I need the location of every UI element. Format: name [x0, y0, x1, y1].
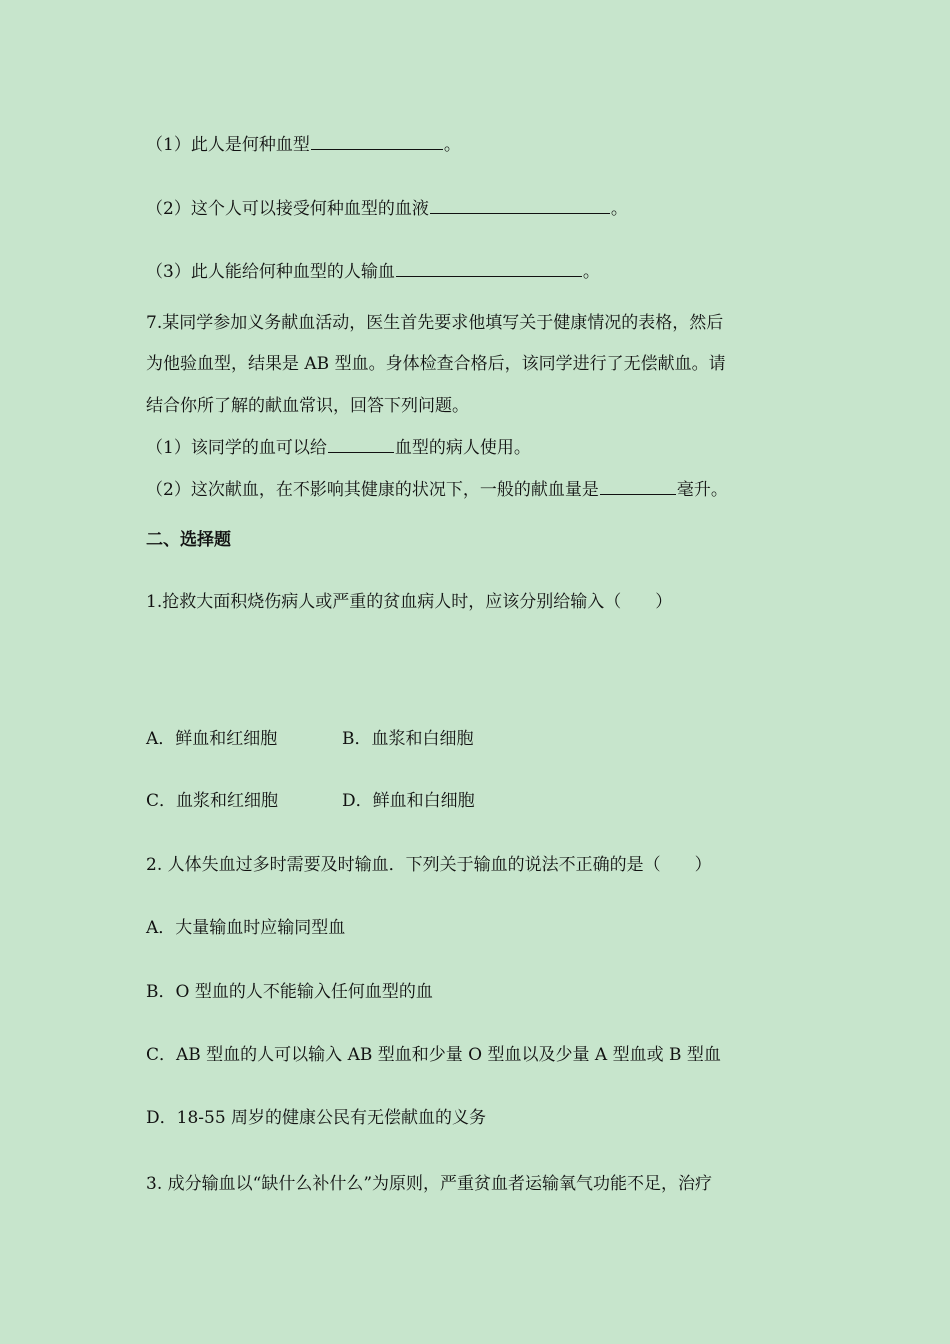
choice-q1-options-row2 — [146, 789, 475, 813]
q7-sub2-text: （2）这次献血，在不影响其健康的状况下，一般的献血量是 — [146, 480, 599, 500]
q7-sub1 — [146, 434, 531, 460]
q6-sub3-blank[interactable] — [396, 258, 582, 277]
q7-line1: 7.某同学参加义务献血活动，医生首先要求他填写关于健康情况的表格，然后 — [146, 313, 724, 333]
choice-q1-options-row1 — [146, 727, 474, 751]
q6-sub2-end: 。 — [610, 199, 628, 219]
choice-q1-option-c[interactable]: C．血浆和红细胞 — [146, 791, 279, 811]
q6-sub1-end: 。 — [443, 135, 461, 155]
q7-sub2-end: 毫升。 — [676, 480, 728, 500]
q6-sub1 — [146, 131, 461, 157]
q6-sub1-blank[interactable] — [311, 131, 443, 150]
q7-sub2-blank[interactable] — [600, 476, 676, 495]
choice-q2-stem: 2. 人体失血过多时需要及时输血．下列关于输血的说法不正确的是（ ） — [146, 855, 712, 875]
q7-sub1-end: 血型的病人使用。 — [394, 438, 531, 458]
q6-sub3-text: （3）此人能给何种血型的人输血 — [146, 262, 395, 282]
choice-q2-option-d[interactable]: D．18-55 周岁的健康公民有无偿献血的义务 — [146, 1108, 487, 1128]
section-heading: 二、选择题 — [146, 530, 231, 550]
q6-sub1-text: （1）此人是何种血型 — [146, 135, 310, 155]
q6-sub2-text: （2）这个人可以接受何种血型的血液 — [146, 199, 429, 219]
q7-line2: 为他验血型，结果是 AB 型血。身体检查合格后，该同学进行了无偿献血。请 — [146, 354, 726, 374]
q6-sub2 — [146, 195, 628, 221]
choice-q1-option-a[interactable]: A．鲜血和红细胞 — [146, 729, 278, 749]
choice-q1-stem: 1.抢救大面积烧伤病人或严重的贫血病人时，应该分别给输入（ ） — [146, 592, 673, 612]
choice-q1-option-b[interactable]: B．血浆和白细胞 — [342, 729, 474, 749]
choice-q1-option-d[interactable]: D．鲜血和白细胞 — [342, 791, 475, 811]
choice-q2-option-a[interactable]: A．大量输血时应输同型血 — [146, 918, 346, 938]
q7-sub2 — [146, 476, 728, 502]
q6-sub2-blank[interactable] — [430, 195, 610, 214]
choice-q2-option-b[interactable]: B．O 型血的人不能输入任何血型的血 — [146, 982, 433, 1002]
q6-sub3 — [146, 258, 600, 284]
choice-q3-stem: 3. 成分输血以“缺什么补什么”为原则，严重贫血者运输氧气功能不足，治疗 — [146, 1174, 713, 1194]
choice-q2-option-c[interactable]: C．AB 型血的人可以输入 AB 型血和少量 O 型血以及少量 A 型血或 B 型血 — [146, 1045, 721, 1065]
q7-sub1-blank[interactable] — [328, 434, 394, 453]
q7-sub1-text: （1）该同学的血可以给 — [146, 438, 327, 458]
q7-line3: 结合你所了解的献血常识，回答下列问题。 — [146, 396, 469, 416]
q6-sub3-end: 。 — [582, 262, 600, 282]
